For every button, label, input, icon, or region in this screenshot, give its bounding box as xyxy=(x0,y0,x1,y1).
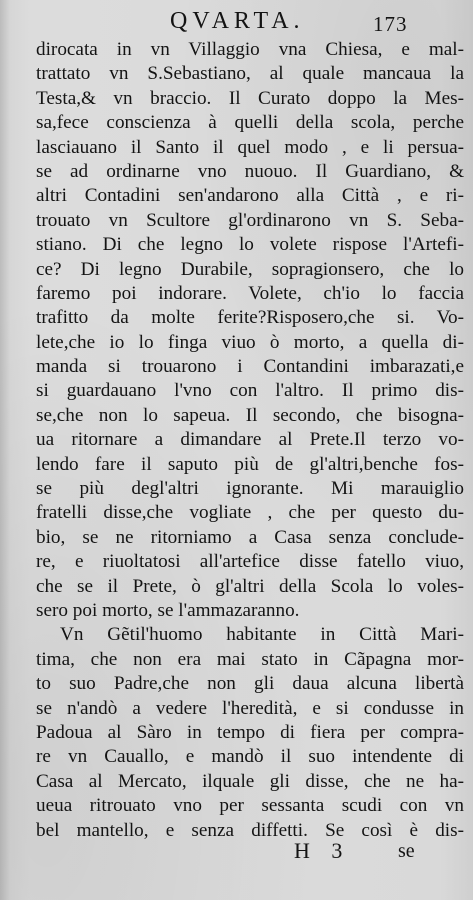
text-line: sero poi morto, se l'ammazaranno. xyxy=(36,599,300,621)
text-line: che se il Prete, ò gl'altri della Scola lo voles- xyxy=(36,575,464,597)
text-line: Padoua al Sàro in tempo di fiera per compra- xyxy=(36,721,464,743)
text-line: lete,che io lo finga viuo ò morto, a quella di- xyxy=(36,331,464,353)
text-line: se n'andò a vedere l'heredità, e si condusse in xyxy=(36,697,464,719)
text-line: trafitto da molte ferite?Risposero,che si. Vo- xyxy=(36,307,464,329)
text-line: trattato vn S.Sebastiano, al quale mancaua la xyxy=(36,63,464,85)
paragraph-1 xyxy=(36,38,464,623)
text-line: lasciauano il Santo il quel modo , e li persua- xyxy=(36,136,464,158)
text-line: Vn Gẽtil'huomo habitante in Città Mari- xyxy=(60,624,464,646)
text-line: manda si trouarono i Contandini imbarazati,e xyxy=(36,356,464,378)
text-line: se,che non lo sapeua. Il secondo, che bisogna- xyxy=(36,404,464,426)
text-line: to suo Padre,che non gli daua alcuna libertà xyxy=(36,673,464,695)
text-line: ua ritornare a dimandare al Prete.Il terzo vo- xyxy=(36,429,464,451)
text-line: ce? Di legno Durabile, sopragionsero, che lo xyxy=(36,258,464,280)
text-line: tima, che non era mai stato in Cãpagna mor- xyxy=(36,648,464,670)
text-line: trouato vn Scultore gl'ordinarono vn S. Seba- xyxy=(36,209,464,231)
body-text xyxy=(36,38,464,843)
text-line: sa,fece conscienza à quelli della scola, perche xyxy=(36,112,464,134)
text-line: lendo fare il saputo più de gl'altri,benche fos- xyxy=(36,453,464,475)
text-line: se ad ordinarne vno nuouo. Il Guardiano, & xyxy=(36,160,464,182)
page-number: 173 xyxy=(373,12,408,36)
text-line: bio, se ne ritorniamo a Casa senza conclude- xyxy=(36,526,464,548)
text-line: altri Contadini sen'andarono alla Città , e ri- xyxy=(36,185,464,207)
text-line: Casa al Mercato, ilquale gli disse, che ne ha- xyxy=(36,770,464,792)
text-line: Testa,& vn braccio. Il Curato doppo la Mes- xyxy=(36,87,464,109)
text-line: re, e riuoltatosi all'artefice disse fatello viuo, xyxy=(36,551,464,573)
running-title: QVARTA. xyxy=(170,8,305,34)
text-line: se più degl'altri ignorante. Mi marauiglio xyxy=(36,478,464,500)
text-line: faremo poi indorare. Volete, ch'io lo faccia xyxy=(36,282,464,304)
catchword: se xyxy=(398,840,415,862)
text-line: ueua ritrouato vno per sessanta scudi con vn xyxy=(36,795,464,817)
text-line: re vn Cauallo, e mandò il suo intendente di xyxy=(36,746,464,768)
paragraph-2 xyxy=(36,623,464,843)
signature-mark: H 3 xyxy=(294,838,351,863)
text-line: si guardauano l'vno con l'altro. Il primo dis- xyxy=(36,380,464,402)
text-line: stiano. Di che legno lo volete rispose l'Artefi- xyxy=(36,234,464,256)
text-line: fratelli disse,che vogliate , che per questo du- xyxy=(36,502,464,524)
page-header xyxy=(0,6,473,42)
page-footer xyxy=(0,838,473,878)
text-line: bel mantello, e senza diffetti. Se così è dis- xyxy=(36,819,464,841)
text-line: dirocata in vn Villaggio vna Chiesa, e mal- xyxy=(36,39,464,60)
